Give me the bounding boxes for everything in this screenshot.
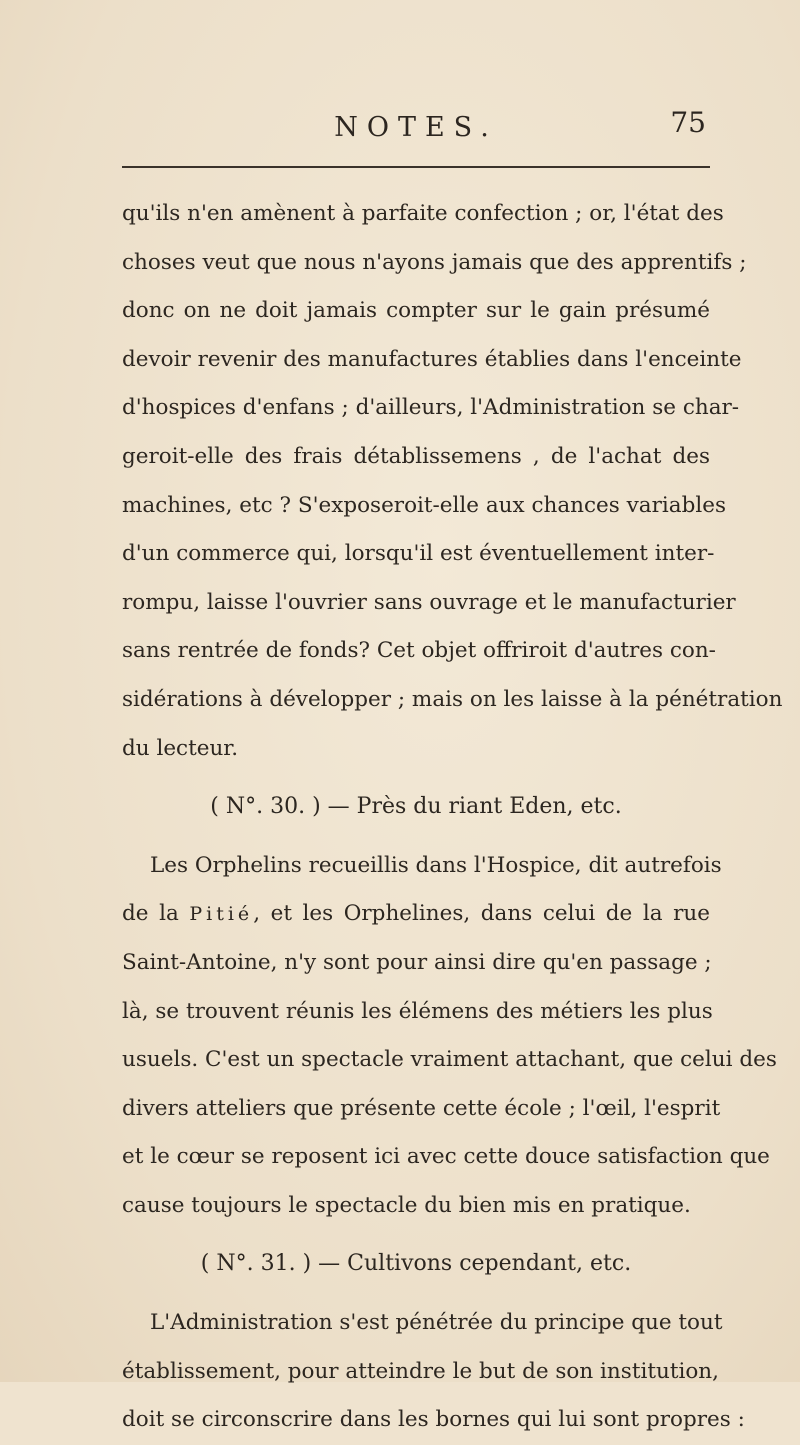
text-line: établissement, pour atteindre le but de son institution,	[122, 1358, 719, 1384]
text-line: qu'ils n'en amènent à parfaite confection ; or, l'état des	[122, 201, 724, 226]
text-line: sans rentrée de fonds? Cet objet offriroit d'autres con-	[122, 638, 716, 664]
text-line: là, se trouvent réunis les élémens des métiers les plus	[122, 998, 713, 1024]
text-line	[122, 890, 710, 939]
text-line: d'hospices d'enfans ; d'ailleurs, l'Administration se char-	[122, 395, 740, 421]
page-header	[122, 106, 710, 152]
text-line: donc on ne doit jamais compter sur le gain présumé	[122, 298, 710, 324]
page-text	[122, 190, 783, 1445]
small-caps-text: Pitié	[189, 903, 254, 926]
text-line: L'Administration s'est pénétrée du principe que tout	[150, 1310, 723, 1336]
text-line: usuels. C'est un spectacle vraiment attachant, que celui des	[122, 1047, 777, 1073]
text-fragment: , et les Orphelines, dans celui de la rue	[253, 901, 710, 927]
text-line: Saint-Antoine, n'y sont pour ainsi dire qu'en passage ;	[122, 949, 712, 975]
text-line: divers atteliers que présente cette école ; l'œil, l'esprit	[122, 1095, 721, 1121]
text-line: du lecteur.	[122, 735, 239, 761]
text-line: doit se circonscrire dans les bornes qui lui sont propres :	[122, 1407, 745, 1433]
text-line: d'un commerce qui, lorsqu'il est éventuellement inter-	[122, 541, 715, 567]
text-line: machines, etc ? S'exposeroit-elle aux chances variables	[122, 492, 726, 518]
text-line: et le cœur se reposent ici avec cette douce satisfaction que	[122, 1144, 770, 1170]
text-line: geroit-elle des frais détablissemens , de l'achat des	[122, 443, 710, 469]
text-line: devoir revenir des manufactures établies dans l'enceinte	[122, 346, 742, 372]
note-heading-31: ( N°. 31. ) — Cultivons cependant, etc.	[200, 1251, 632, 1277]
text-fragment: de la	[122, 901, 190, 927]
page-number: 75	[670, 106, 706, 139]
text-line: Les Orphelins recueillis dans l'Hospice, dit autrefois	[150, 852, 722, 878]
text-line: rompu, laisse l'ouvrier sans ouvrage et le manufacturier	[122, 589, 736, 615]
text-line: sidérations à développer ; mais on les laisse à la pénétration	[122, 686, 783, 712]
running-head: NOTES.	[334, 112, 498, 143]
text-line: cause toujours le spectacle du bien mis en pratique.	[122, 1192, 691, 1218]
note-heading-30: ( N°. 30. ) — Près du riant Eden, etc.	[210, 794, 622, 820]
header-rule	[122, 166, 710, 168]
text-line: choses veut que nous n'ayons jamais que des apprentifs ;	[122, 249, 747, 275]
